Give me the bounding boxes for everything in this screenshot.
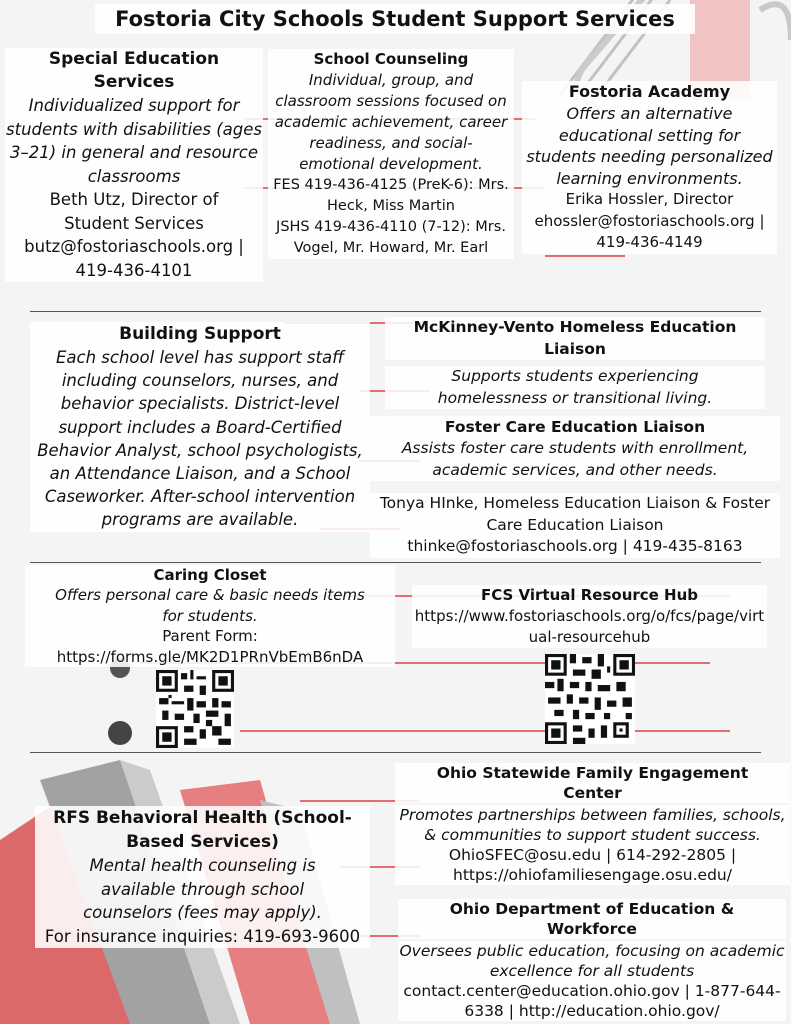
hub-section <box>412 585 767 648</box>
foster-section <box>370 416 780 558</box>
hub-url[interactable]: https://www.fostoriaschools.org/o/fcs/page/virtual-resourcehub <box>412 606 767 648</box>
counseling-desc: Individual, group, and classroom sessions focused on academic achievement, career readiness, and social-emotional development. <box>268 70 514 175</box>
special-ed-desc: Individualized support for students with disabilities (ages 3–21) in general and resource classrooms <box>5 94 263 188</box>
special-ed-contact-name: Beth Utz, Director of Student Services <box>5 188 263 235</box>
section-divider <box>30 752 761 753</box>
special-ed-title: Special Education Services <box>5 48 263 94</box>
academy-section <box>522 81 777 254</box>
special-ed-contact-info: butz@fostoriaschools.org | 419-436-4101 <box>5 235 263 282</box>
rfs-desc: Mental health counseling is available through school counselors (fees may apply). <box>35 854 370 925</box>
page-title: Fostoria City Schools Student Support Services <box>95 4 695 34</box>
qr-code-hub[interactable] <box>545 654 635 744</box>
closet-form-label: Parent Form: <box>25 626 395 647</box>
academy-contact-info: ehossler@fostoriaschools.org | 419-436-4149 <box>522 211 777 254</box>
ode-section <box>398 899 786 1021</box>
sfec-desc: Promotes partnerships between families, schools, & communities to support student success. <box>395 805 790 845</box>
foster-title: Foster Care Education Liaison <box>370 416 780 438</box>
academy-title: Fostoria Academy <box>522 81 777 103</box>
mckinney-title: McKinney-Vento Homeless Education Liaison <box>385 317 765 360</box>
mckinney-desc: Supports students experiencing homelessness or transitional living. <box>385 366 765 409</box>
foster-desc: Assists foster care students with enrollment, academic services, and other needs. <box>370 438 780 481</box>
counseling-jshs: JSHS 419-436-4110 (7-12): Mrs. Vogel, Mr. Howard, Mr. Earl <box>268 217 514 259</box>
rfs-insurance: For insurance inquiries: 419-693-9600 <box>35 925 370 949</box>
ode-contact: contact.center@education.ohio.gov | 1-877-644-6338 | http://education.ohio.gov/ <box>398 981 786 1021</box>
counseling-title: School Counseling <box>268 49 514 70</box>
connector-line <box>240 730 730 732</box>
rfs-section <box>35 806 370 948</box>
counseling-section <box>268 49 514 259</box>
hub-title: FCS Virtual Resource Hub <box>412 585 767 606</box>
rfs-title: RFS Behavioral Health (School-Based Services) <box>35 806 370 854</box>
qr-code-closet[interactable] <box>156 670 234 748</box>
building-section <box>30 322 370 532</box>
section-divider <box>30 311 761 312</box>
closet-title: Caring Closet <box>25 565 395 585</box>
academy-contact-name: Erika Hossler, Director <box>522 189 777 211</box>
sfec-section <box>395 763 790 885</box>
dot-2 <box>108 721 132 745</box>
counseling-fes: FES 419-436-4125 (PreK-6): Mrs. Heck, Miss Martin <box>268 175 514 217</box>
building-title: Building Support <box>30 322 370 346</box>
sfec-contact: OhioSFEC@osu.edu | 614-292-2805 | https://ohiofamiliesengage.osu.edu/ <box>395 845 790 885</box>
paperclip-top-right-icon <box>760 4 791 40</box>
closet-section <box>25 565 395 667</box>
building-desc: Each school level has support staff including counselors, nurses, and behavior specialists. District-level support includes a Board-Certified Behavior Analyst, school psychologists, an Attendance Liaison, and a School Caseworker. After-school intervention programs are available. <box>30 346 370 532</box>
section-divider <box>30 562 761 563</box>
closet-form-url[interactable]: https://forms.gle/MK2D1PRnVbEmB6nDA <box>25 647 395 668</box>
ode-title: Ohio Department of Education & Workforce <box>398 899 786 939</box>
ode-desc: Oversees public education, focusing on academic excellence for all students <box>399 942 785 980</box>
academy-desc: Offers an alternative educational setting for students needing personalized learning environments. <box>522 103 777 189</box>
closet-desc: Offers personal care & basic needs items for students. <box>25 585 395 626</box>
connector-line <box>545 255 625 257</box>
foster-contact-info: thinke@fostoriaschools.org | 419-435-8163 <box>370 536 780 558</box>
foster-contact-name: Tonya HInke, Homeless Education Liaison & Foster Care Education Liaison <box>370 493 780 536</box>
sfec-title: Ohio Statewide Family Engagement Center <box>395 763 790 803</box>
special-ed-section <box>5 48 263 282</box>
mckinney-section <box>385 317 765 409</box>
